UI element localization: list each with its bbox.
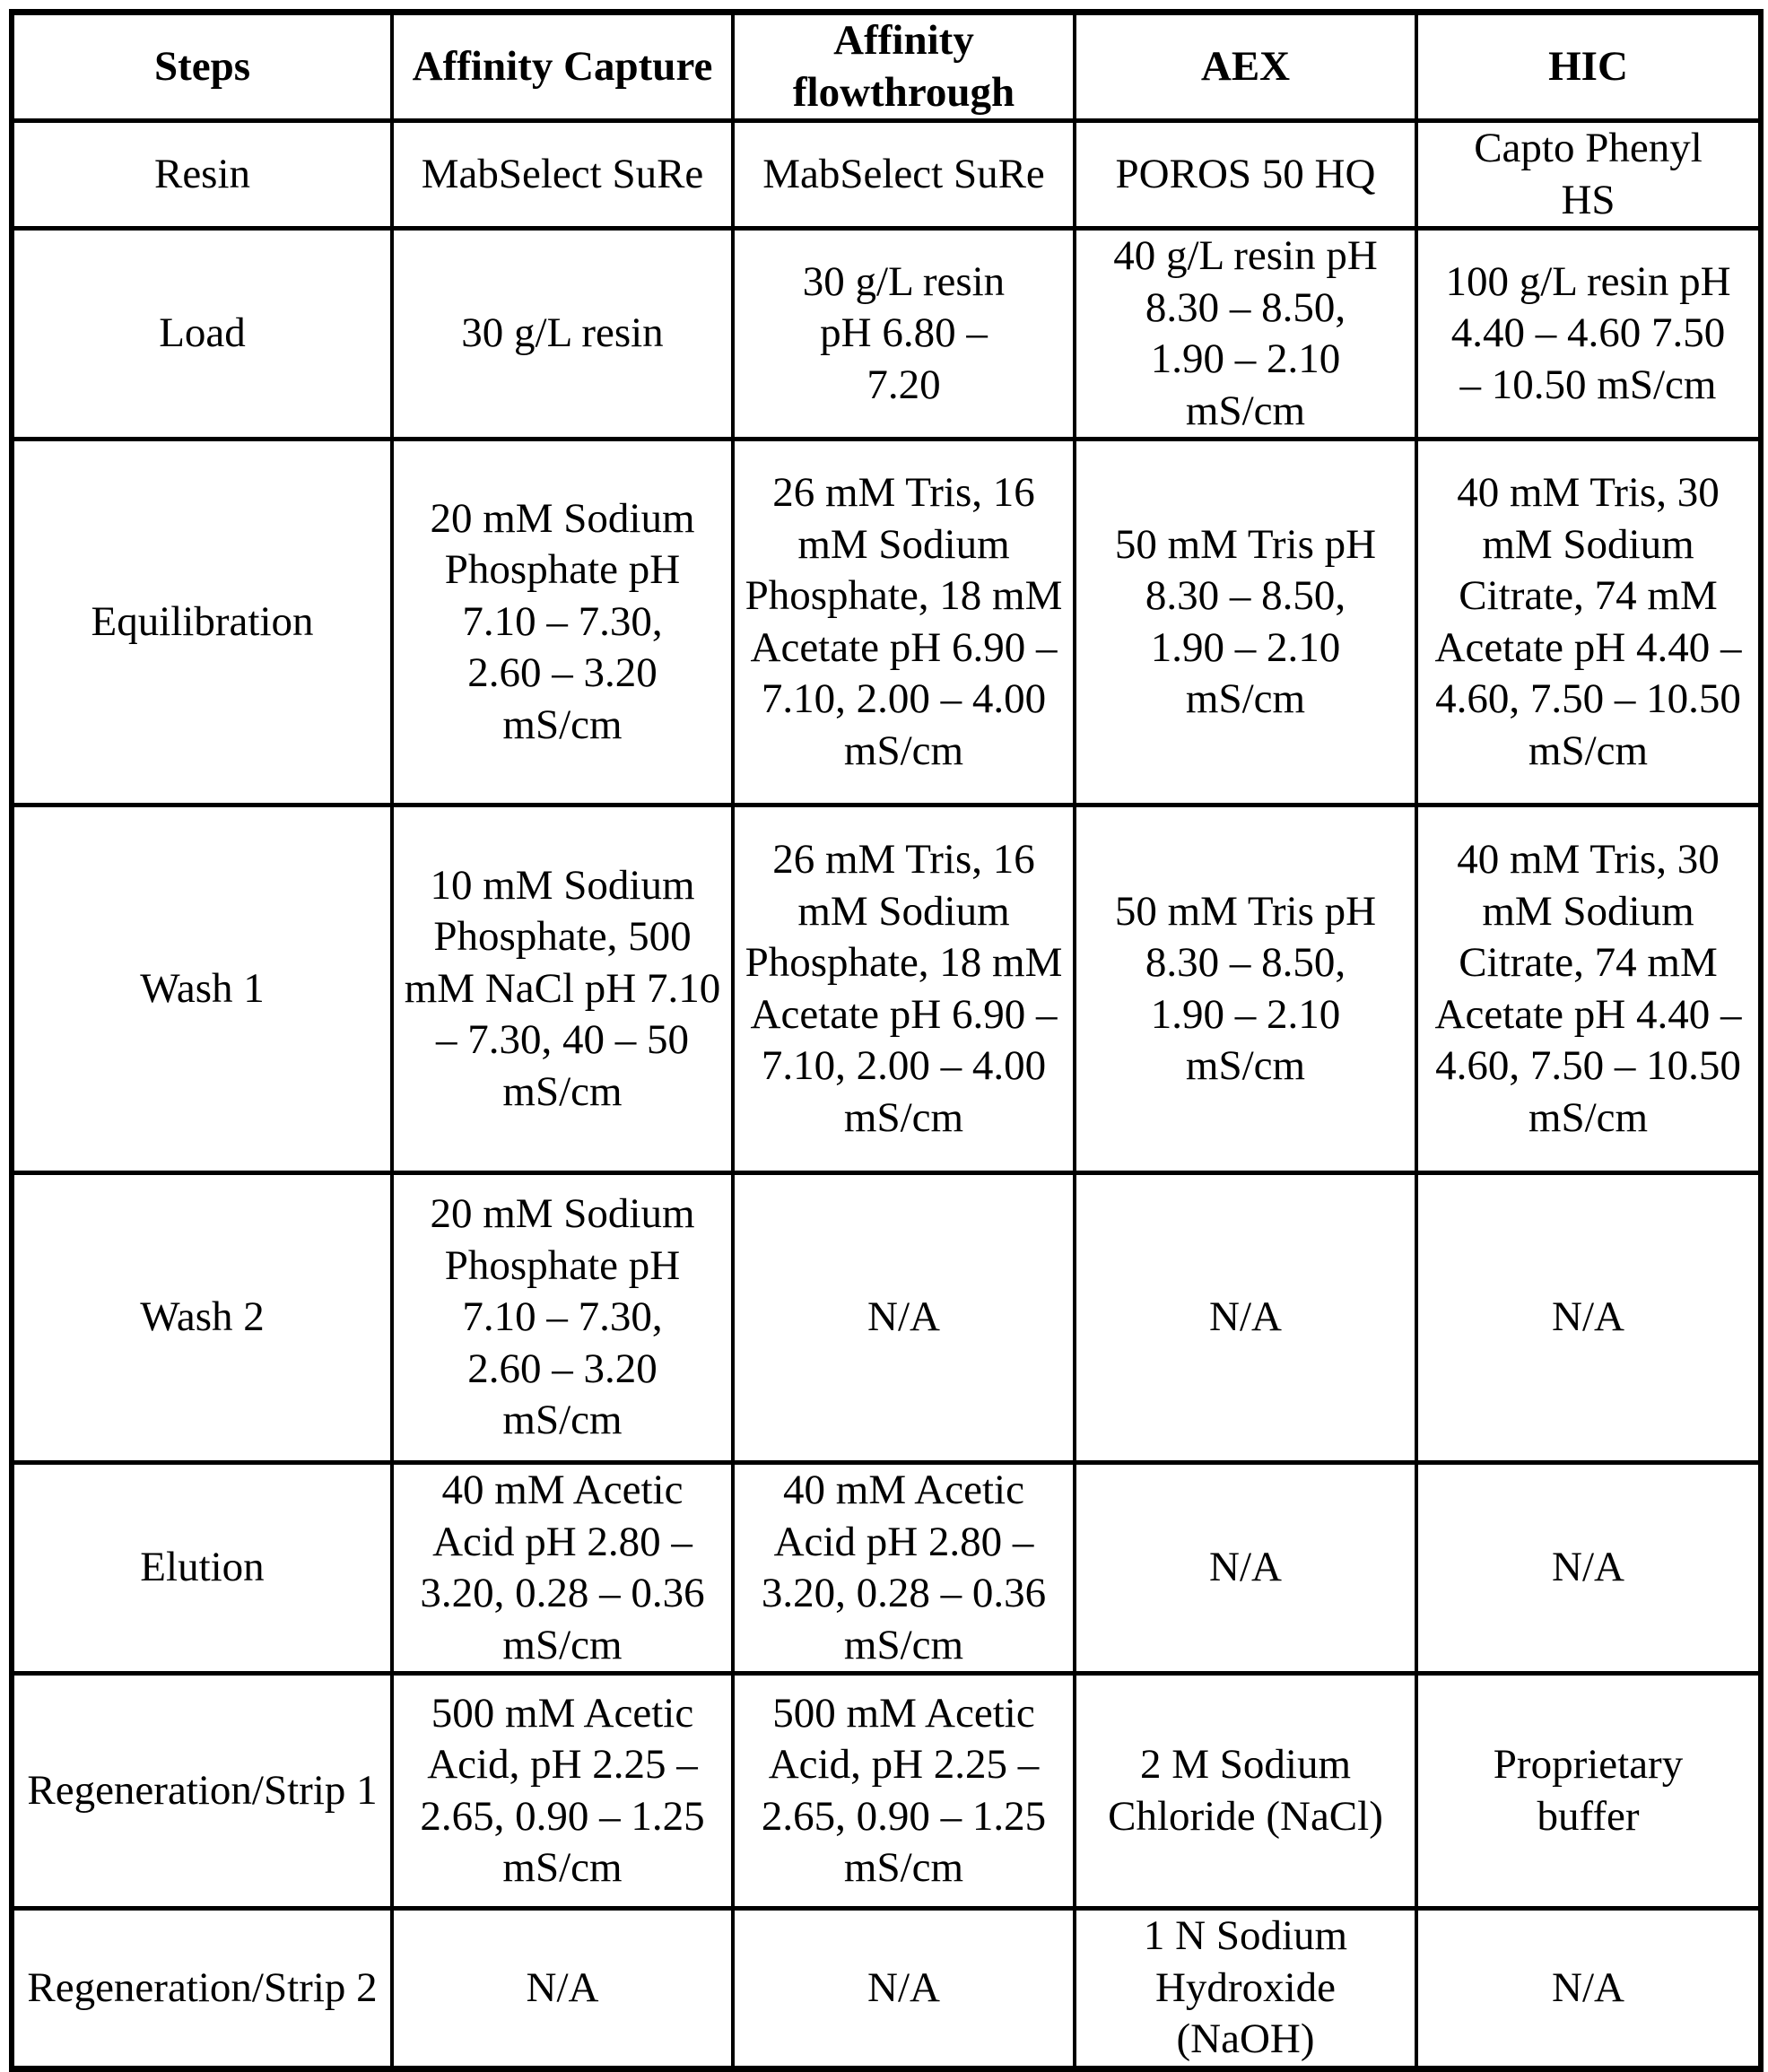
aex-cell: N/A [1075, 1463, 1416, 1674]
step-label: Resin [12, 121, 392, 229]
affinity-flowthrough-cell: MabSelect SuRe [733, 121, 1075, 229]
aex-cell: 2 M Sodium Chloride (NaCl) [1075, 1674, 1416, 1909]
hic-cell: Proprietary buffer [1416, 1674, 1761, 1909]
affinity-flowthrough-cell: 26 mM Tris, 16 mM Sodium Phosphate, 18 mM Acetate pH 6.90 – 7.10, 2.00 – 4.00 mS/cm [733, 805, 1075, 1173]
affinity-flowthrough-cell: 500 mM Acetic Acid, pH 2.25 – 2.65, 0.90 – 1.25 mS/cm [733, 1674, 1075, 1909]
aex-cell: POROS 50 HQ [1075, 121, 1416, 229]
hic-cell: N/A [1416, 1909, 1761, 2069]
table-row [12, 121, 1761, 229]
header-steps: Steps [12, 13, 392, 121]
affinity-flowthrough-cell: N/A [733, 1909, 1075, 2069]
affinity-capture-cell: MabSelect SuRe [392, 121, 733, 229]
affinity-capture-cell: 10 mM Sodium Phosphate, 500 mM NaCl pH 7.10 – 7.30, 40 – 50 mS/cm [392, 805, 733, 1173]
header-affinity-flowthrough: Affinity flowthrough [733, 13, 1075, 121]
affinity-capture-cell: 30 g/L resin [392, 229, 733, 440]
header-row [12, 13, 1761, 121]
aex-cell: 40 g/L resin pH 8.30 – 8.50, 1.90 – 2.10 mS/cm [1075, 229, 1416, 440]
step-label: Equilibration [12, 440, 392, 805]
table-row [12, 805, 1761, 1173]
hic-cell: 100 g/L resin pH 4.40 – 4.60 7.50 – 10.50 mS/cm [1416, 229, 1761, 440]
step-label: Elution [12, 1463, 392, 1674]
affinity-flowthrough-cell: 40 mM Acetic Acid pH 2.80 – 3.20, 0.28 – 0.36 mS/cm [733, 1463, 1075, 1674]
affinity-capture-cell: 500 mM Acetic Acid, pH 2.25 – 2.65, 0.90 – 1.25 mS/cm [392, 1674, 733, 1909]
affinity-capture-cell: 20 mM Sodium Phosphate pH 7.10 – 7.30, 2.60 – 3.20 mS/cm [392, 1173, 733, 1463]
table-row [12, 1173, 1761, 1463]
aex-cell: 50 mM Tris pH 8.30 – 8.50, 1.90 – 2.10 mS/cm [1075, 805, 1416, 1173]
header-affinity-capture: Affinity Capture [392, 13, 733, 121]
table-row [12, 1909, 1761, 2069]
hic-cell: N/A [1416, 1463, 1761, 1674]
table-row [12, 1463, 1761, 1674]
affinity-flowthrough-cell: 26 mM Tris, 16 mM Sodium Phosphate, 18 mM Acetate pH 6.90 – 7.10, 2.00 – 4.00 mS/cm [733, 440, 1075, 805]
header-aex: AEX [1075, 13, 1416, 121]
aex-cell: N/A [1075, 1173, 1416, 1463]
step-label: Regeneration/Strip 1 [12, 1674, 392, 1909]
step-label: Wash 2 [12, 1173, 392, 1463]
hic-cell: 40 mM Tris, 30 mM Sodium Citrate, 74 mM Acetate pH 4.40 – 4.60, 7.50 – 10.50 mS/cm [1416, 440, 1761, 805]
affinity-capture-cell: 20 mM Sodium Phosphate pH 7.10 – 7.30, 2.60 – 3.20 mS/cm [392, 440, 733, 805]
affinity-capture-cell: 40 mM Acetic Acid pH 2.80 – 3.20, 0.28 – 0.36 mS/cm [392, 1463, 733, 1674]
table-row [12, 1674, 1761, 1909]
hic-cell: N/A [1416, 1173, 1761, 1463]
aex-cell: 50 mM Tris pH 8.30 – 8.50, 1.90 – 2.10 mS/cm [1075, 440, 1416, 805]
header-hic: HIC [1416, 13, 1761, 121]
step-label: Load [12, 229, 392, 440]
aex-cell: 1 N Sodium Hydroxide (NaOH) [1075, 1909, 1416, 2069]
table-row [12, 229, 1761, 440]
step-label: Regeneration/Strip 2 [12, 1909, 392, 2069]
affinity-flowthrough-cell: N/A [733, 1173, 1075, 1463]
chromatography-steps-table [9, 9, 1764, 2072]
affinity-capture-cell: N/A [392, 1909, 733, 2069]
step-label: Wash 1 [12, 805, 392, 1173]
table-row [12, 440, 1761, 805]
affinity-flowthrough-cell: 30 g/L resin pH 6.80 – 7.20 [733, 229, 1075, 440]
hic-cell: 40 mM Tris, 30 mM Sodium Citrate, 74 mM Acetate pH 4.40 – 4.60, 7.50 – 10.50 mS/cm [1416, 805, 1761, 1173]
hic-cell: Capto Phenyl HS [1416, 121, 1761, 229]
